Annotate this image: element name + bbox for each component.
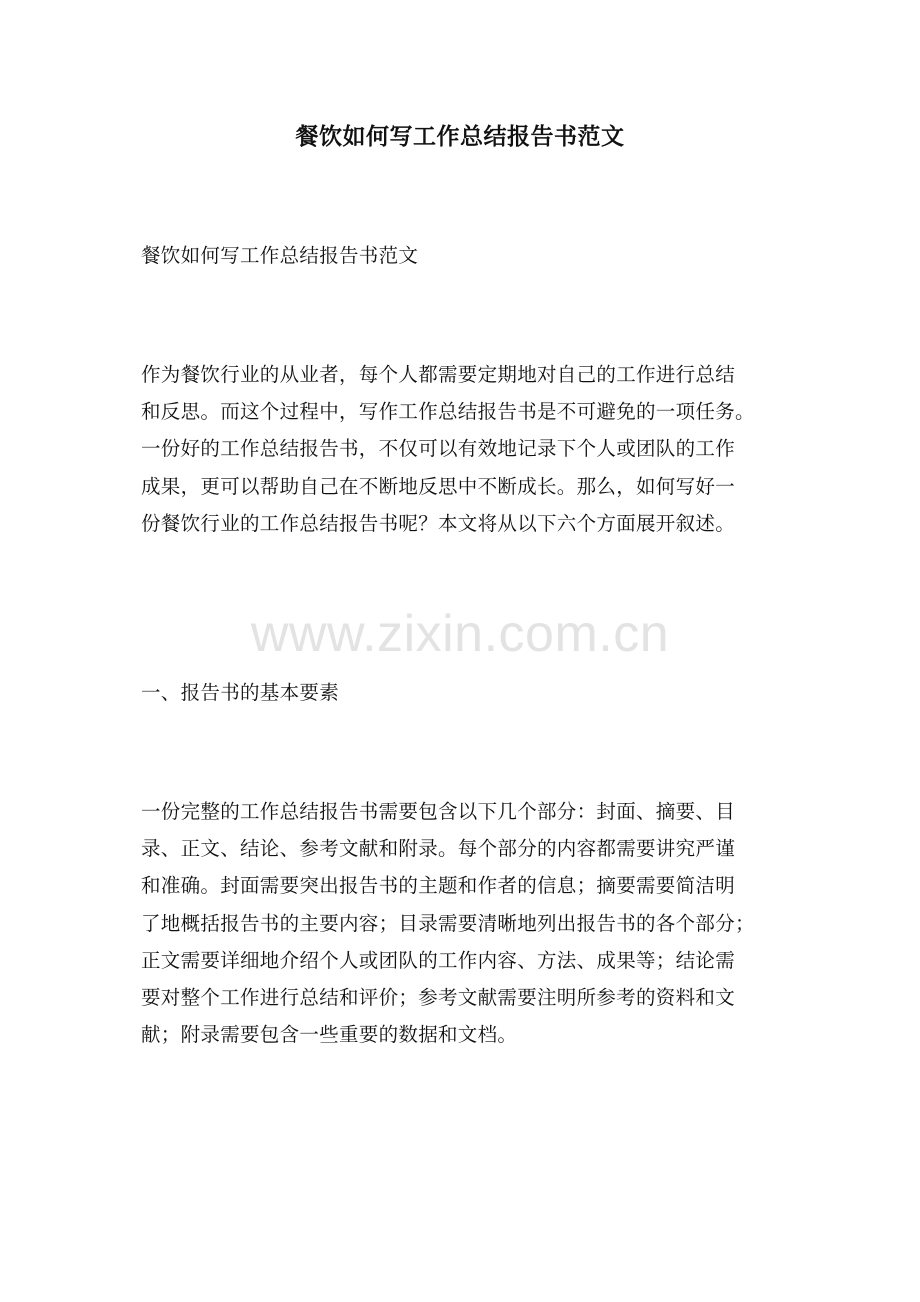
section-line: 一份完整的工作总结报告书需要包含以下几个部分：封面、摘要、目 (141, 800, 736, 823)
watermark: www.zixin.com.cn (250, 605, 670, 663)
intro-line: 作为餐饮行业的从业者，每个人都需要定期地对自己的工作进行总结 (141, 363, 736, 386)
section-heading: 一、报告书的基本要素 (141, 681, 340, 704)
intro-line: 份餐饮行业的工作总结报告书呢？本文将从以下六个方面展开叙述。 (141, 511, 736, 535)
document-subtitle: 餐饮如何写工作总结报告书范文 (141, 244, 419, 267)
section-line: 献；附录需要包含一些重要的数据和文档。 (141, 1023, 518, 1047)
intro-line: 一份好的工作总结报告书，不仅可以有效地记录下个人或团队的工作 (141, 437, 736, 461)
section-line: 录、正文、结论、参考文献和附录。每个部分的内容都需要讲究严谨 (141, 837, 736, 861)
section-paragraph (141, 793, 781, 1053)
section-line: 和准确。封面需要突出报告书的主题和作者的信息；摘要需要简洁明 (141, 874, 736, 898)
section-line: 了地概括报告书的主要内容；目录需要清晰地列出报告书的各个部分； (141, 911, 755, 935)
intro-line: 成果，更可以帮助自己在不断地反思中不断成长。那么，如何写好一 (141, 474, 736, 498)
document-title: 餐饮如何写工作总结报告书范文 (295, 123, 625, 150)
intro-line: 和反思。而这个过程中，写作工作总结报告书是不可避免的一项任务。 (141, 400, 755, 424)
intro-paragraph (141, 356, 781, 542)
section-line: 要对整个工作进行总结和评价；参考文献需要注明所参考的资料和文 (141, 986, 736, 1010)
section-line: 正文需要详细地介绍个人或团队的工作内容、方法、成果等；结论需 (141, 948, 736, 972)
